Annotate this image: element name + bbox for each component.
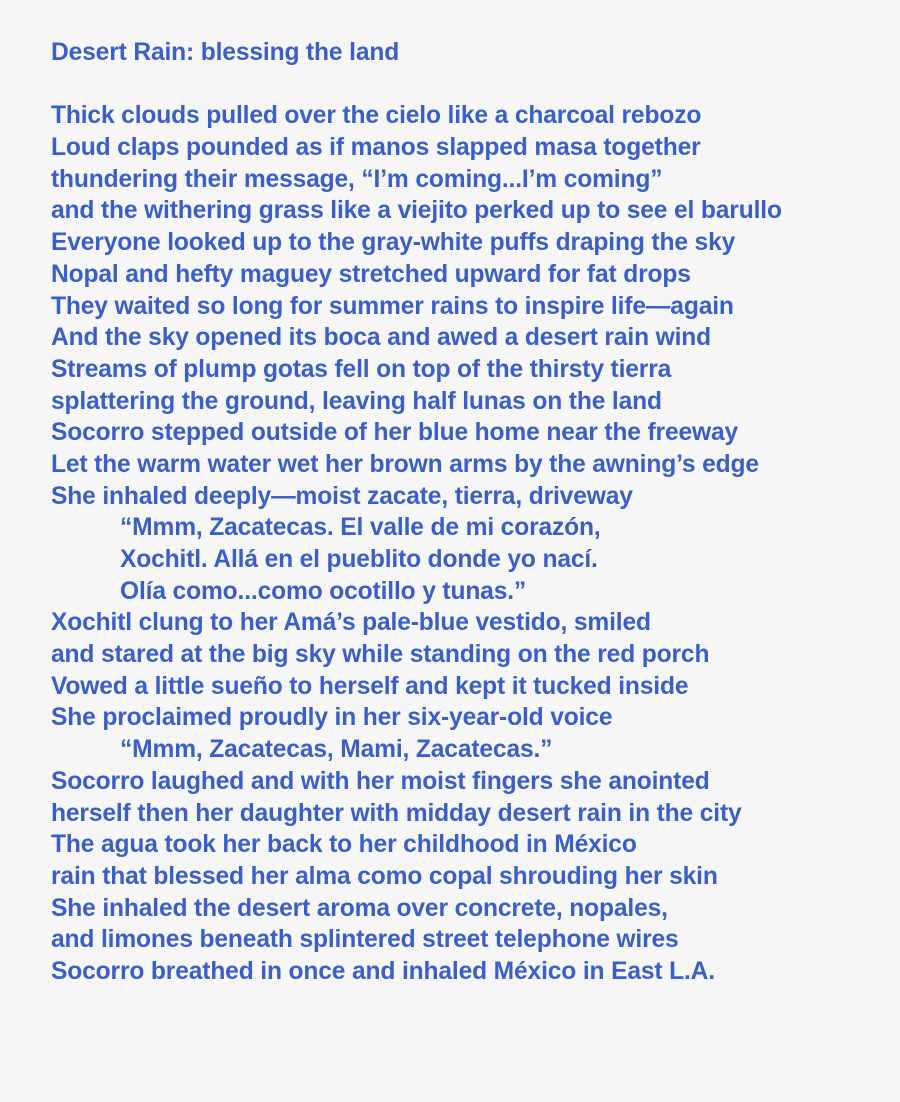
poem-title: Desert Rain: blessing the land [51,39,400,66]
poem-body [51,100,896,987]
poem-line: Nopal and hefty maguey stretched upward for fat drops [51,260,691,288]
poem-line: “Mmm, Zacatecas, Mami, Zacatecas.” [120,736,553,764]
poem-line: Xochitl. Allá en el pueblito donde yo nací. [120,546,598,573]
poem-line: “Mmm, Zacatecas. El valle de mi corazón, [120,514,601,542]
poem-line: Loud claps pounded as if manos slapped masa together [51,134,701,162]
poem-line: She proclaimed proudly in her six-year-old voice [51,704,613,732]
poem-line: And the sky opened its boca and awed a desert rain wind [51,324,712,352]
poem-line: and the withering grass like a viejito perked up to see el barullo [51,197,782,225]
poem-line: The agua took her back to her childhood in México [51,831,637,859]
poem-line: Xochitl clung to her Amá’s pale-blue vestido, smiled [51,609,651,637]
poem-line: Socorro breathed in once and inhaled México in East L.A. [51,957,715,985]
poem-line: They waited so long for summer rains to inspire life—again [51,292,734,320]
poem-line: She inhaled the desert aroma over concrete, nopales, [51,894,668,922]
poem-line: splattering the ground, leaving half lunas on the land [51,387,662,415]
poem-line: Vowed a little sueño to herself and kept it tucked inside [51,672,689,700]
poem-line: herself then her daughter with midday desert rain in the city [51,799,742,827]
poem-line: Socorro laughed and with her moist fingers she anointed [51,767,710,795]
poem-line: and limones beneath splintered street telephone wires [51,926,679,954]
poem [51,37,896,988]
poem-line: Let the warm water wet her brown arms by the awning’s edge [51,450,759,478]
poem-line: She inhaled deeply—moist zacate, tierra, driveway [51,482,633,510]
poem-line: Olía como...como ocotillo y tunas.” [120,577,527,605]
poem-line: Thick clouds pulled over the cielo like a charcoal rebozo [51,102,702,130]
poem-line: Everyone looked up to the gray-white puffs draping the sky [51,229,736,257]
poem-line: thundering their message, “I’m coming...I’m coming” [51,165,663,193]
poem-line: and stared at the big sky while standing on the red porch [51,641,710,669]
poem-line: Streams of plump gotas fell on top of the thirsty tierra [51,355,672,383]
poem-line: rain that blessed her alma como copal shrouding her skin [51,862,718,890]
poem-line: Socorro stepped outside of her blue home near the freeway [51,419,739,447]
